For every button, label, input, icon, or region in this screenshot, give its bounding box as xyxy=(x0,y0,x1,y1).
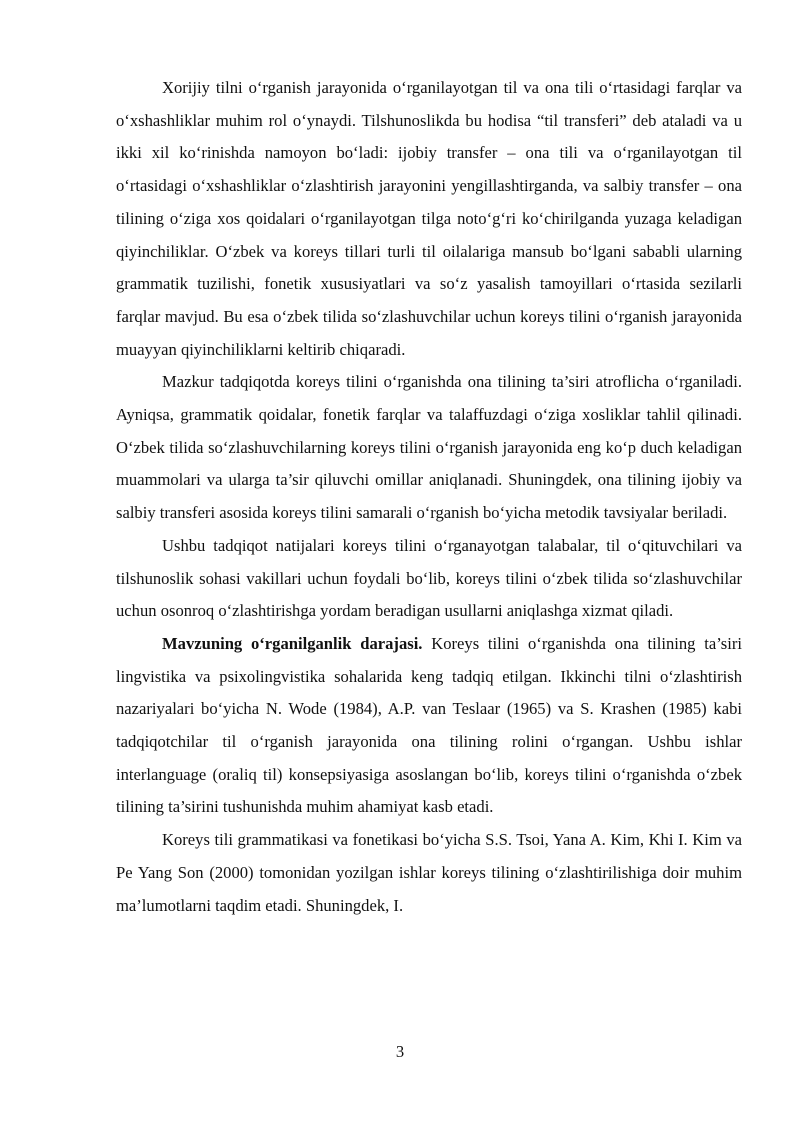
paragraph-3 xyxy=(116,530,742,628)
paragraph-2-text: Mazkur tadqiqotda koreys tilini o‘rganishda ona tilining ta’siri atroflicha o‘rganiladi. Ayniqsa, grammatik qoidalar, fonetik farqlar va talaffuzdagi o‘ziga xosliklar tahlil qilinadi. O‘zbek tilida so‘zlashuvchilarning koreys tilini o‘rganish jarayonida eng ko‘p duch keladigan muammolari va ularga ta’sir qiluvchi omillar aniqlanadi. Shuningdek, ona tilining ijobiy va salbiy transferi asosida koreys tilini samarali o‘rganish bo‘yicha metodik tavsiyalar beriladi. xyxy=(116,372,742,523)
paragraph-1-text: Xorijiy tilni o‘rganish jarayonida o‘rganilayotgan til va ona tili o‘rtasidagi farqlar va o‘xshashliklar muhim rol o‘ynaydi. Tilshunoslikda bu hodisa “til transferi” deb ataladi va u ikki xil ko‘rinishda namoyon bo‘ladi: ijobiy transfer – ona tili va o‘rganilayotgan til o‘rtasidagi o‘xshashliklar o‘zlashtirish jarayonini yengillashtirganda, va salbiy transfer – ona tilining o‘ziga xos qoidalari o‘rganilayotgan tilga noto‘g‘ri ko‘chirilganda yuzaga keladigan qiyinchiliklar. O‘zbek va koreys tillari turli til oilalariga mansub bo‘lgani sababli ularning grammatik tuzilishi, fonetik xususiyatlari va so‘z yasalish tamoyillari o‘rtasida sezilarli farqlar mavjud. Bu esa o‘zbek tilida so‘zlashuvchilar uchun koreys tilini o‘rganish jarayonida muayyan qiyinchiliklarni keltirib chiqaradi. xyxy=(116,78,742,359)
body-text xyxy=(116,72,742,922)
page-number: 3 xyxy=(395,1042,405,1061)
paragraph-3-text: Ushbu tadqiqot natijalari koreys tilini o‘rganayotgan talabalar, til o‘qituvchilari va tilshunoslik sohasi vakillari uchun foydali bo‘lib, koreys tilini o‘zbek tilida so‘zlashuvchilar uchun osonroq o‘zlashtirishga yordam beradigan usullarni aniqlashga xizmat qiladi. xyxy=(116,535,742,621)
section-heading-inline: Mavzuning o‘rganilganlik darajasi. xyxy=(162,633,423,653)
paragraph-4-text: Koreys tilini o‘rganishda ona tilining ta’siri lingvistika va psixolingvistika sohalarida keng tadqiq etilgan. Ikkinchi tilni o‘zlashtirish nazariyalari bo‘yicha N. Wode (1984), A.P. van Teslaar (1965) va S. Krashen (1985) kabi tadqiqotchilar til o‘rganish jarayonida ona tilining rolini o‘rgangan. Ushbu ishlar interlanguage (oraliq til) konsepsiyasiga asoslangan bo‘lib, koreys tilini o‘rganishda o‘zbek tilining ta’sirini tushunishda muhim ahamiyat kasb etadi. xyxy=(116,633,743,817)
paragraph-4 xyxy=(116,628,742,824)
paragraph-2 xyxy=(116,366,742,530)
paragraph-5 xyxy=(116,824,742,922)
paragraph-1 xyxy=(116,72,742,366)
paragraph-5-text: Koreys tili grammatikasi va fonetikasi bo‘yicha S.S. Tsoi, Yana A. Kim, Khi I. Kim va Pe Yang Son (2000) tomonidan yozilgan ishlar koreys tilining o‘zlashtirilishiga doir muhim ma’lumotlarni taqdim etadi. Shuningdek, I. xyxy=(116,830,742,915)
